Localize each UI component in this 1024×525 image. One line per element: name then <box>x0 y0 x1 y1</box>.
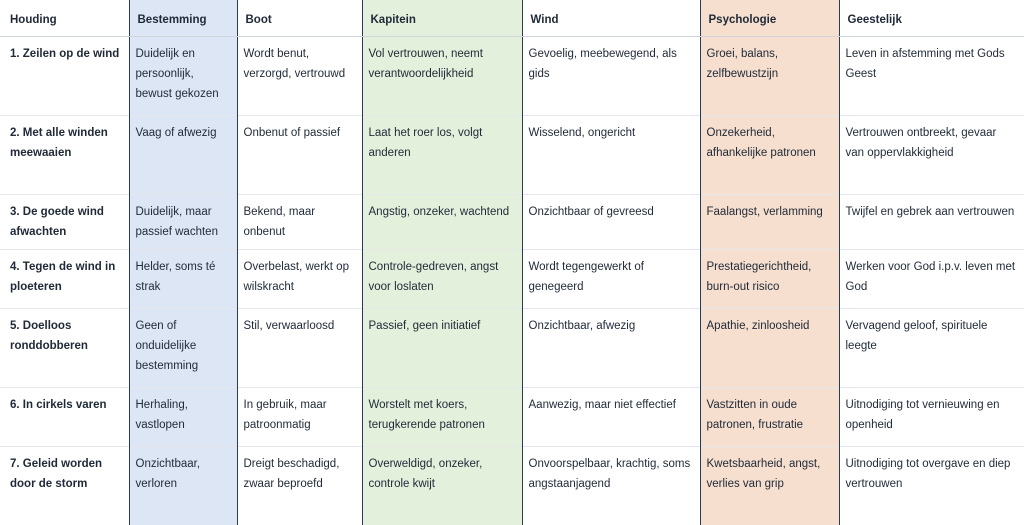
cell-geestelijk: Leven in afstemming met Gods Geest <box>839 37 1024 116</box>
cell-geestelijk: Werken voor God i.p.v. leven met God <box>839 250 1024 309</box>
cell-houding: 1. Zeilen op de wind <box>0 37 129 116</box>
cell-wind: Onvoorspelbaar, krachtig, soms angstaanjagend <box>522 447 700 525</box>
cell-houding: 5. Doelloos ronddobberen <box>0 309 129 388</box>
cell-geestelijk: Vertrouwen ontbreekt, gevaar van oppervlakkigheid <box>839 116 1024 195</box>
table-row <box>0 388 1024 447</box>
cell-kapitein: Overweldigd, onzeker, controle kwijt <box>362 447 522 525</box>
cell-kapitein: Passief, geen initiatief <box>362 309 522 388</box>
cell-boot: Onbenut of passief <box>237 116 362 195</box>
cell-wind: Wisselend, ongericht <box>522 116 700 195</box>
cell-houding: 7. Geleid worden door de storm <box>0 447 129 525</box>
cell-boot: Wordt benut, verzorgd, vertrouwd <box>237 37 362 116</box>
cell-wind: Onzichtbaar, afwezig <box>522 309 700 388</box>
header-wind: Wind <box>522 0 700 37</box>
cell-kapitein: Laat het roer los, volgt anderen <box>362 116 522 195</box>
cell-geestelijk: Uitnodiging tot vernieuwing en openheid <box>839 388 1024 447</box>
cell-boot: Overbelast, werkt op wilskracht <box>237 250 362 309</box>
cell-houding: 2. Met alle winden meewaaien <box>0 116 129 195</box>
cell-psychologie: Prestatiegerichtheid, burn-out risico <box>700 250 839 309</box>
cell-houding: 4. Tegen de wind in ploeteren <box>0 250 129 309</box>
cell-houding: 3. De goede wind afwachten <box>0 195 129 250</box>
cell-geestelijk: Twijfel en gebrek aan vertrouwen <box>839 195 1024 250</box>
cell-kapitein: Vol vertrouwen, neemt verantwoordelijkheid <box>362 37 522 116</box>
cell-bestemming: Helder, soms té strak <box>129 250 237 309</box>
cell-psychologie: Faalangst, verlamming <box>700 195 839 250</box>
table-row <box>0 37 1024 116</box>
header-geestelijk: Geestelijk <box>839 0 1024 37</box>
cell-bestemming: Geen of onduidelijke bestemming <box>129 309 237 388</box>
cell-psychologie: Groei, balans, zelfbewustzijn <box>700 37 839 116</box>
cell-bestemming: Herhaling, vastlopen <box>129 388 237 447</box>
cell-boot: Bekend, maar onbenut <box>237 195 362 250</box>
cell-geestelijk: Uitnodiging tot overgave en diep vertrouwen <box>839 447 1024 525</box>
cell-wind: Aanwezig, maar niet effectief <box>522 388 700 447</box>
cell-bestemming: Duidelijk, maar passief wachten <box>129 195 237 250</box>
header-boot: Boot <box>237 0 362 37</box>
cell-kapitein: Controle-gedreven, angst voor loslaten <box>362 250 522 309</box>
cell-kapitein: Angstig, onzeker, wachtend <box>362 195 522 250</box>
header-houding: Houding <box>0 0 129 37</box>
cell-geestelijk: Vervagend geloof, spirituele leegte <box>839 309 1024 388</box>
cell-wind: Wordt tegengewerkt of genegeerd <box>522 250 700 309</box>
table-row <box>0 447 1024 525</box>
cell-psychologie: Onzekerheid, afhankelijke patronen <box>700 116 839 195</box>
cell-boot: Stil, verwaarloosd <box>237 309 362 388</box>
cell-wind: Onzichtbaar of gevreesd <box>522 195 700 250</box>
header-bestemming: Bestemming <box>129 0 237 37</box>
cell-wind: Gevoelig, meebewegend, als gids <box>522 37 700 116</box>
cell-kapitein: Worstelt met koers, terugkerende patronen <box>362 388 522 447</box>
cell-bestemming: Duidelijk en persoonlijk, bewust gekozen <box>129 37 237 116</box>
cell-psychologie: Apathie, zinloosheid <box>700 309 839 388</box>
table-row <box>0 116 1024 195</box>
cell-bestemming: Vaag of afwezig <box>129 116 237 195</box>
table-row <box>0 250 1024 309</box>
cell-psychologie: Kwetsbaarheid, angst, verlies van grip <box>700 447 839 525</box>
table-row <box>0 195 1024 250</box>
table-row <box>0 309 1024 388</box>
cell-houding: 6. In cirkels varen <box>0 388 129 447</box>
cell-bestemming: Onzichtbaar, verloren <box>129 447 237 525</box>
header-kapitein: Kapitein <box>362 0 522 37</box>
header-psychologie: Psychologie <box>700 0 839 37</box>
cell-psychologie: Vastzitten in oude patronen, frustratie <box>700 388 839 447</box>
table-header-row <box>0 0 1024 37</box>
cell-boot: In gebruik, maar patroonmatig <box>237 388 362 447</box>
cell-boot: Dreigt beschadigd, zwaar beproefd <box>237 447 362 525</box>
